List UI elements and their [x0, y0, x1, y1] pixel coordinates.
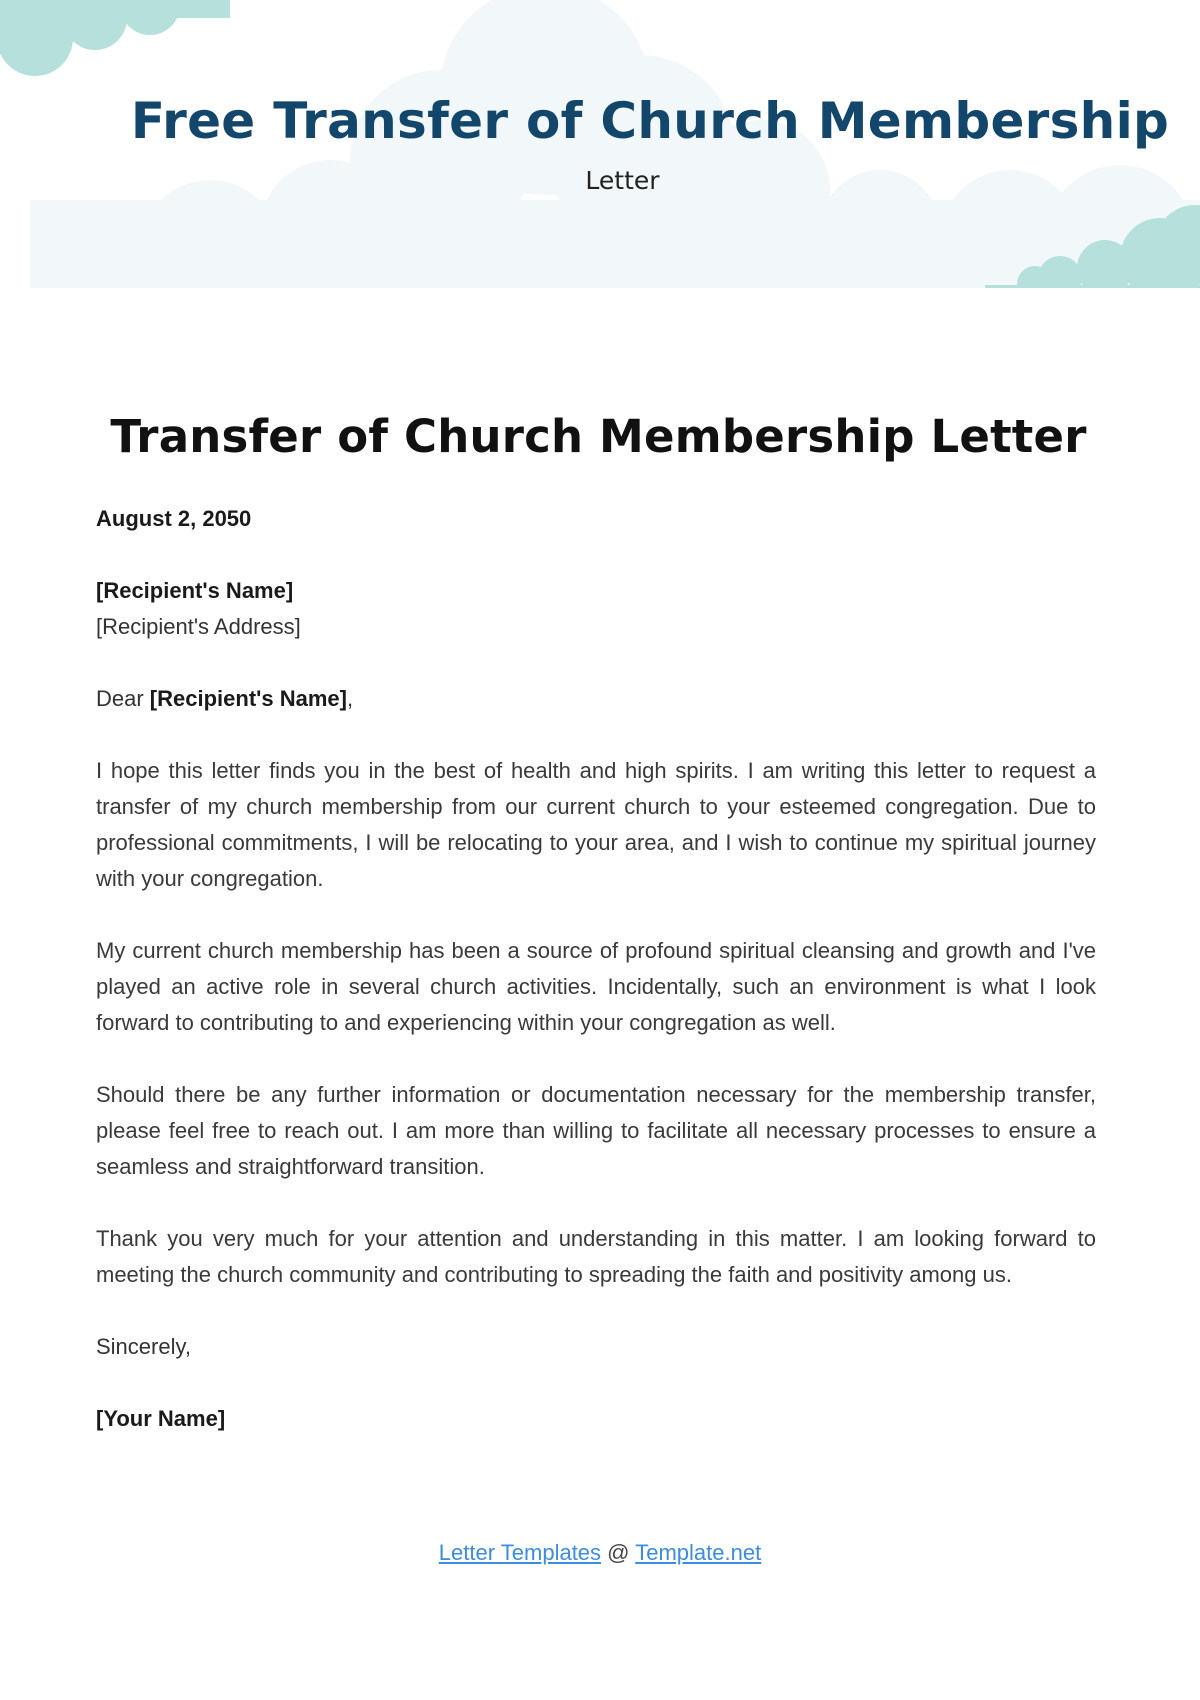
banner-subtitle: Letter [585, 166, 660, 195]
body-paragraph: My current church membership has been a source of profound spiritual cleansing and growth and I've played an active role in several church activities. Incidentally, such an environment is what I look forward to contributing to and experiencing within your congregation as well. [96, 938, 1096, 1035]
recipient-name: [Recipient's Name] [96, 578, 294, 603]
letter-title: Transfer of Church Membership Letter [110, 410, 1087, 463]
letter-templates-link[interactable]: Letter Templates [438, 1540, 602, 1565]
banner-title: Free Transfer of Church Membership [130, 92, 1170, 150]
body-paragraph: Should there be any further information or documentation necessary for the membership transfer, please feel free to reach out. I am more than willing to facilitate all necessary processes to ensure a seamless and straightforward transition. [96, 1082, 1096, 1179]
footer [0, 1540, 1200, 1566]
header-banner [0, 0, 1200, 300]
closing: Sincerely, [96, 1334, 191, 1359]
signature-name: [Your Name] [96, 1406, 226, 1431]
letter-date: August 2, 2050 [96, 506, 252, 531]
body-paragraph: I hope this letter finds you in the best of health and high spirits. I am writing this letter to request a transfer of my church membership from our current church to your esteemed congregation. Due to professional commitments, I will be relocating to your area, and I wish to continue my spiritual journey with your congregation. [96, 758, 1096, 891]
body-paragraph: Thank you very much for your attention and understanding in this matter. I am looking forward to meeting the church community and contributing to spreading the faith and positivity among us. [96, 1226, 1096, 1287]
cloud-decoration [0, 0, 1200, 300]
pale-cloud-shape [30, 0, 1200, 300]
salutation-name: [Recipient's Name] [149, 686, 347, 711]
salutation [96, 681, 1096, 717]
recipient-address: [Recipient's Address] [96, 614, 301, 639]
salutation-suffix: , [346, 686, 354, 711]
teal-cloud-top-left [0, 0, 230, 76]
footer-separator: @ [601, 1540, 636, 1565]
letter-body [96, 410, 1096, 1437]
template-net-link[interactable]: Template.net [635, 1540, 762, 1565]
salutation-prefix: Dear [96, 686, 150, 711]
